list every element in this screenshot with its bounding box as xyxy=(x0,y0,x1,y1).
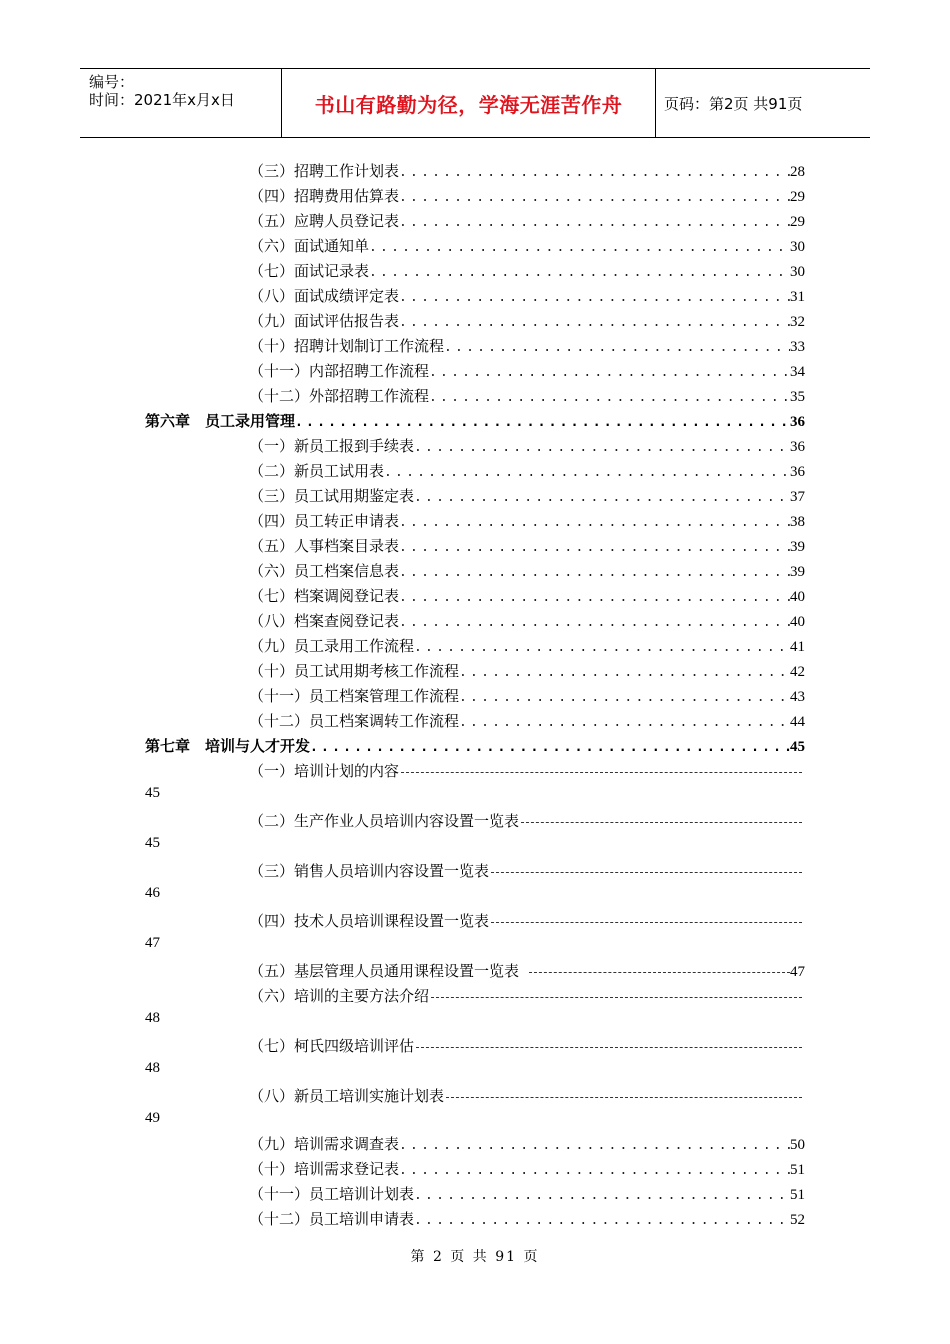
toc-entry-page: 49 xyxy=(145,1110,160,1126)
document-header xyxy=(80,68,870,138)
toc-entry[interactable]: （九）培训需求调查表 ..... 50 xyxy=(249,1133,805,1157)
toc-entry[interactable]: （七）档案调阅登记表 ..... 40 xyxy=(249,585,805,609)
toc-entry[interactable]: （四）员工转正申请表 ..... 38 xyxy=(249,510,805,534)
toc-entry[interactable]: （十）招聘计划制订工作流程 ..... 33 xyxy=(249,335,805,359)
toc-entry[interactable]: （十一）员工培训计划表 ..... 51 xyxy=(249,1183,805,1207)
toc-entry[interactable]: （五）人事档案目录表 ..... 39 xyxy=(249,535,805,559)
header-page-cell xyxy=(655,69,870,137)
toc-entry-page: 46 xyxy=(145,885,160,901)
page-footer: 第 2 页 共 91 页 xyxy=(410,1249,540,1265)
toc-entry[interactable]: （八）档案查阅登记表 ..... 40 xyxy=(249,610,805,634)
toc-entry-page: 48 xyxy=(145,1010,160,1026)
toc-entry-page: 45 xyxy=(145,835,160,851)
header-motto-cell xyxy=(281,69,656,137)
toc-entry-page: 45 xyxy=(145,785,160,801)
page-info: 页码：第2页 共91页 xyxy=(664,94,803,113)
toc-entry[interactable]: （六）员工档案信息表 ..... 39 xyxy=(249,560,805,584)
toc-entry[interactable]: （九）员工录用工作流程 ..... 41 xyxy=(249,635,805,659)
toc-entry[interactable]: （九）面试评估报告表 ..... 32 xyxy=(249,310,805,334)
toc-entry[interactable]: （八）面试成绩评定表 ..... 31 xyxy=(249,285,805,309)
toc-entry[interactable]: （三）招聘工作计划表 ..... 28 xyxy=(249,160,805,184)
toc-entry[interactable]: （十二）员工培训申请表 ..... 52 xyxy=(249,1208,805,1232)
toc-chapter-7[interactable]: 第七章 培训与人才开发 ..... 45 xyxy=(145,735,805,759)
toc-chapter-6[interactable]: 第六章 员工录用管理 ..... 36 xyxy=(145,410,805,434)
toc-entry[interactable]: （三）销售人员培训内容设置一览表 xyxy=(249,860,802,882)
toc-entry[interactable]: （十）培训需求登记表 ..... 51 xyxy=(249,1158,805,1182)
toc-entry[interactable]: （二）生产作业人员培训内容设置一览表 xyxy=(249,810,802,832)
motto-text: 书山有路勤为径，学海无涯苦作舟 xyxy=(314,92,623,117)
toc-entry[interactable]: （五）基层管理人员通用课程设置一览表 47 xyxy=(249,962,805,980)
toc-entry[interactable]: （二）新员工试用表 ..... 36 xyxy=(249,460,805,484)
toc-entry[interactable]: （四）招聘费用估算表 ..... 29 xyxy=(249,185,805,209)
code-label: 编号： xyxy=(89,73,135,91)
toc-entry[interactable]: （十一）内部招聘工作流程 ..... 34 xyxy=(249,360,805,384)
toc-entry[interactable]: （十）员工试用期考核工作流程 ..... 42 xyxy=(249,660,805,684)
toc-entry[interactable]: （五）应聘人员登记表 ..... 29 xyxy=(249,210,805,234)
time-label: 时间：2021年x月x日 xyxy=(89,91,235,109)
toc-entry[interactable]: （四）技术人员培训课程设置一览表 xyxy=(249,910,802,932)
toc-entry[interactable]: （十一）员工档案管理工作流程 ..... 43 xyxy=(249,685,805,709)
toc-entry[interactable]: （八）新员工培训实施计划表 xyxy=(249,1085,802,1107)
toc-entry[interactable]: （七）面试记录表 ..... 30 xyxy=(249,260,805,284)
toc-entry[interactable]: （三）员工试用期鉴定表 ..... 37 xyxy=(249,485,805,509)
toc-entry[interactable]: （六）面试通知单 ..... 30 xyxy=(249,235,805,259)
toc-entry-page: 48 xyxy=(145,1060,160,1076)
toc-entry[interactable]: （十二）员工档案调转工作流程 ..... 44 xyxy=(249,710,805,734)
toc-entry[interactable]: （十二）外部招聘工作流程 ..... 35 xyxy=(249,385,805,409)
header-meta-cell xyxy=(80,69,280,137)
toc-entry[interactable]: （一）培训计划的内容 xyxy=(249,760,802,782)
toc-entry[interactable]: （六）培训的主要方法介绍 xyxy=(249,985,802,1007)
toc-entry[interactable]: （一）新员工报到手续表 ..... 36 xyxy=(249,435,805,459)
toc-entry[interactable]: （七）柯氏四级培训评估 xyxy=(249,1035,802,1057)
toc-entry-page: 47 xyxy=(145,935,160,951)
